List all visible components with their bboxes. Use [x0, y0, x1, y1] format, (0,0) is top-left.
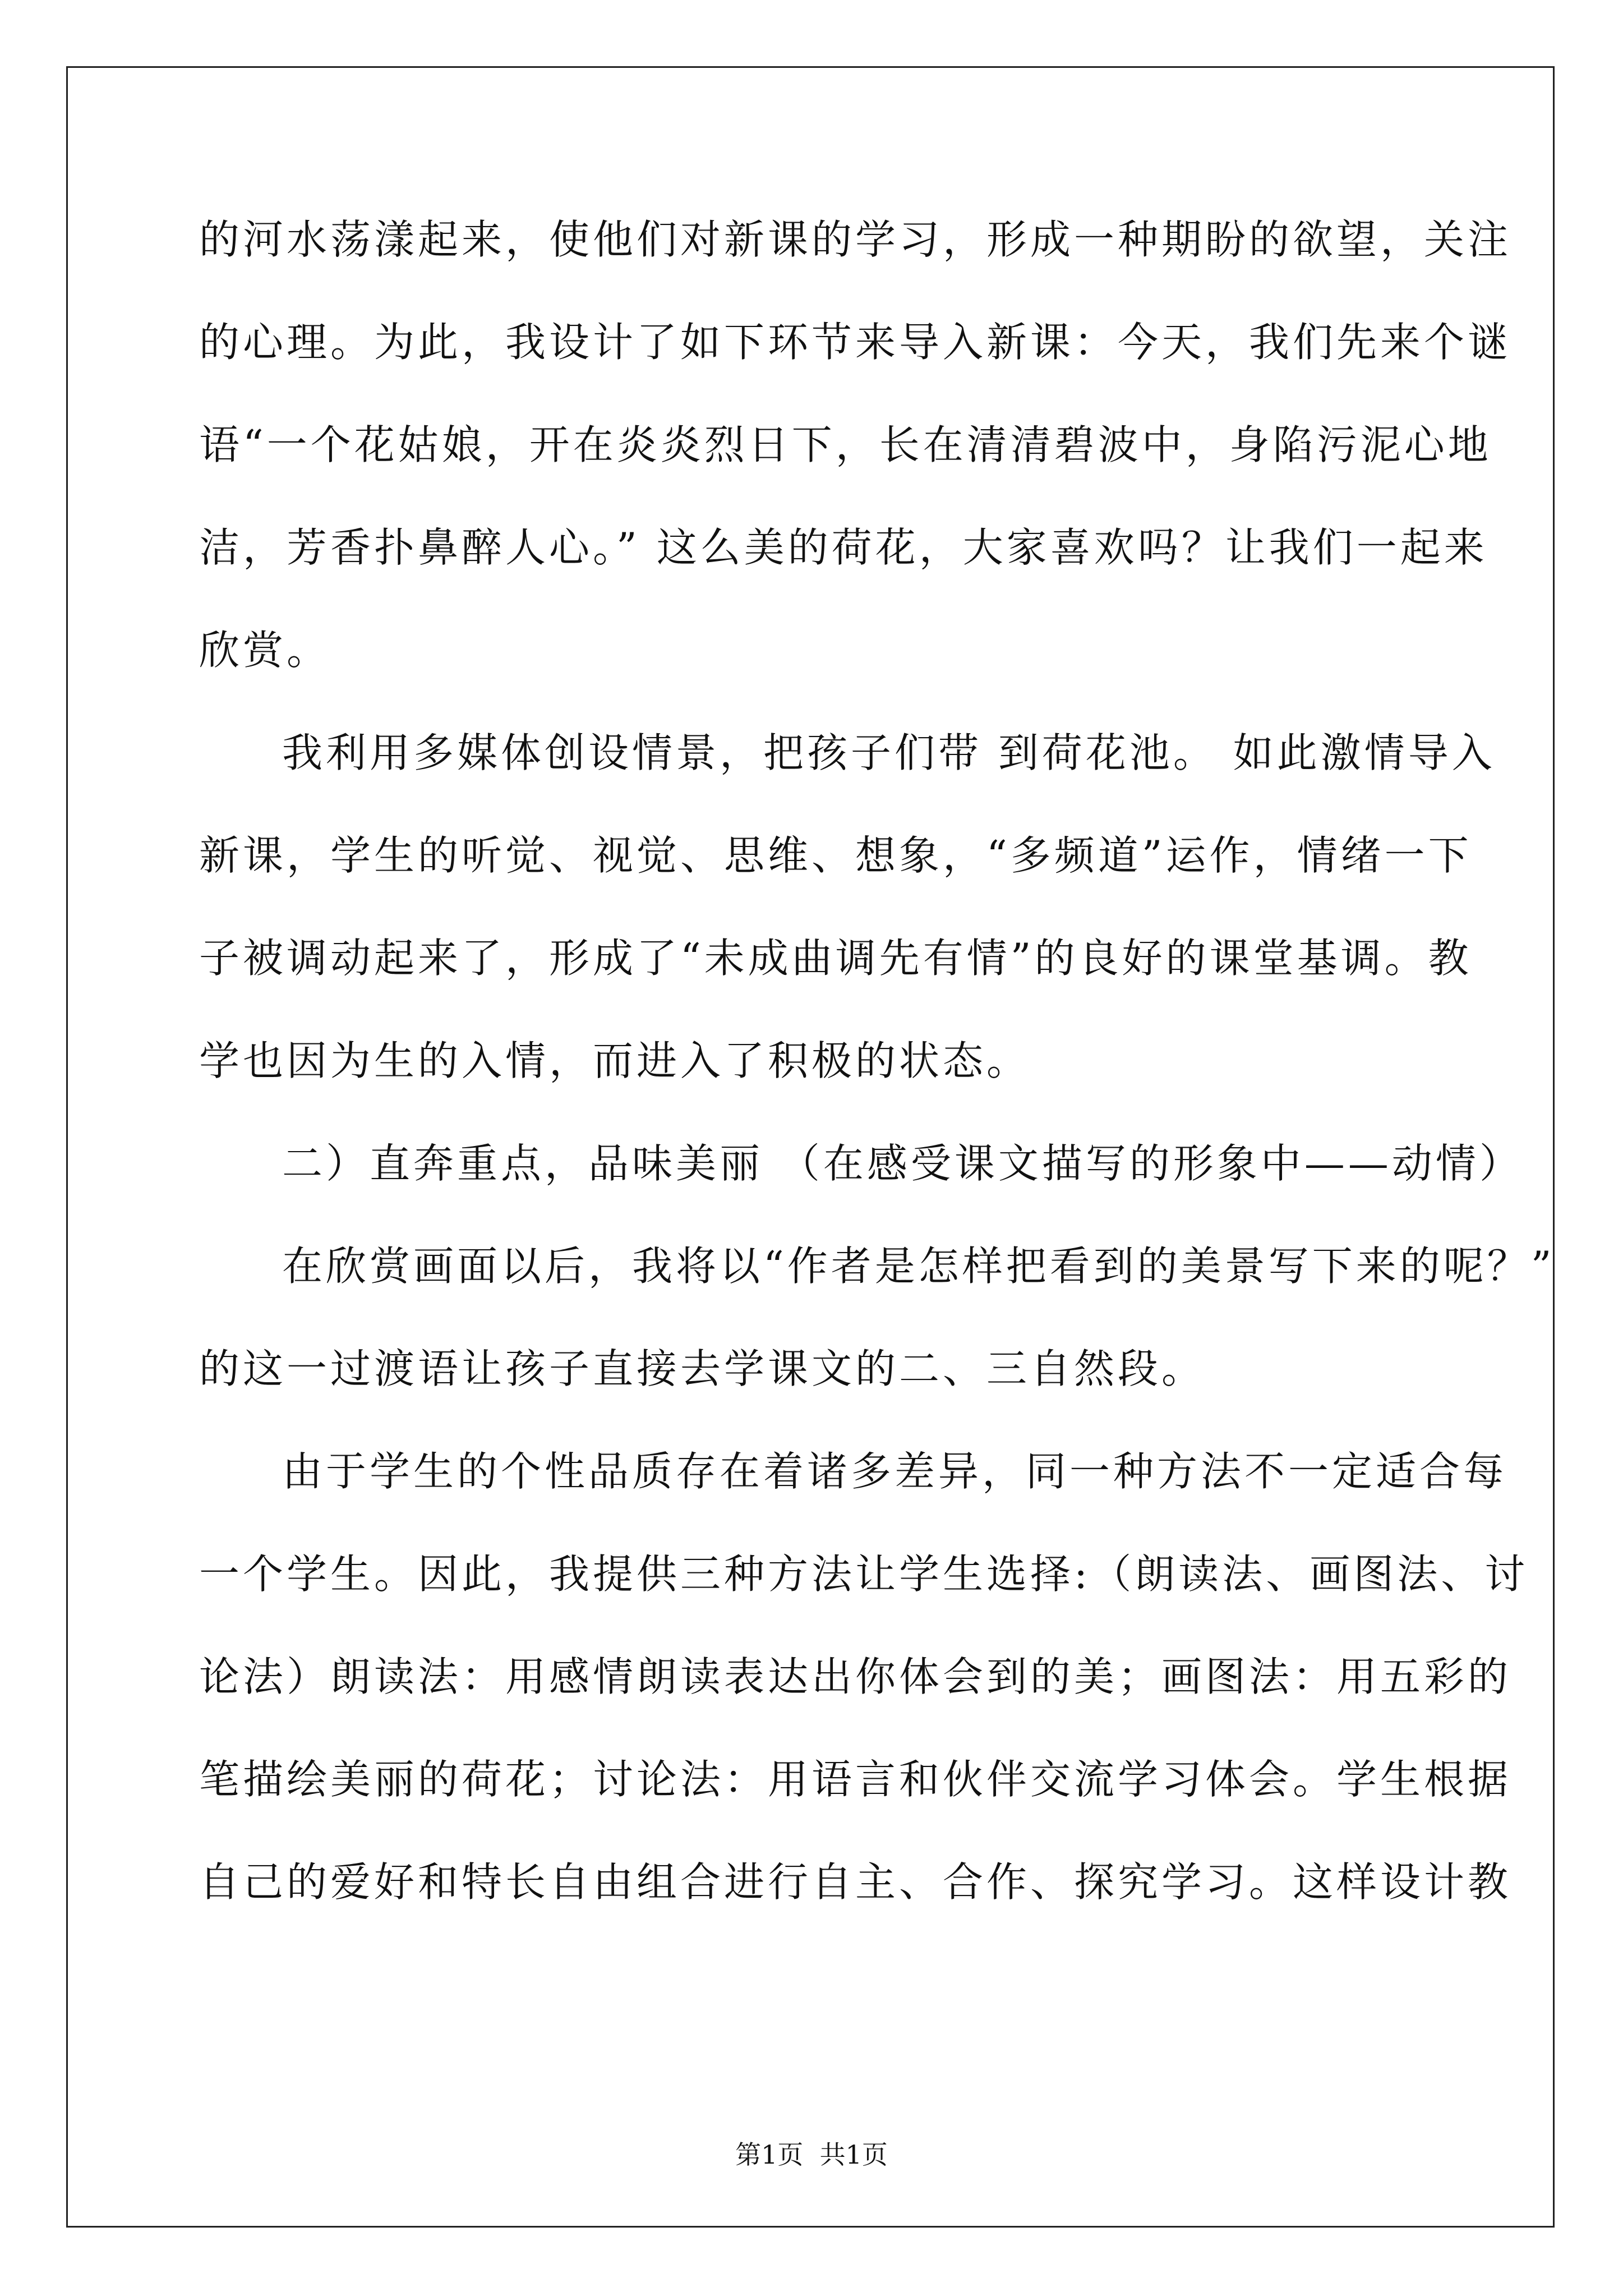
- text-line-15: 论法）朗读法：用感情朗读表达出你体会到的美；画图法：用五彩的: [199, 1653, 1512, 1700]
- text-line-14: 一个学生。因此，我提供三种方法让学生选择:（朗读法、画图法、讨: [199, 1550, 1529, 1598]
- text-line-11: 在欣赏画面以后，我将以“作者是怎样把看到的美景写下来的呢？”: [282, 1243, 1555, 1290]
- text-line-7: 新课，学生的听觉、视觉、思维、想象，“多频道”运作，情绪一下: [199, 832, 1472, 879]
- text-line-9: 学也因为生的入情，而进入了积极的状态。: [199, 1037, 1031, 1084]
- text-line-6: 我利用多媒体创设情景，把孩子们带 到荷花池。 如此激情导入: [282, 729, 1496, 776]
- text-line-1: 的河水荡漾起来，使他们对新课的学习，形成一种期盼的欲望，关注: [199, 216, 1512, 263]
- text-line-10: 二）直奔重点，品味美丽 （在感受课文描写的形象中——动情）: [282, 1140, 1523, 1187]
- text-line-4: 洁，芳香扑鼻醉人心。” 这么美的荷花，大家喜欢吗？让我们一起来: [199, 524, 1488, 571]
- text-line-5: 欣赏。: [199, 627, 331, 674]
- text-line-2: 的心理。为此，我设计了如下环节来导入新课：今天，我们先来个谜: [199, 319, 1512, 366]
- text-line-13: 由于学生的个性品质存在着诸多差异，同一种方法不一定适合每: [282, 1448, 1507, 1495]
- page-number-footer: 第1页 共1页: [735, 2139, 888, 2170]
- text-line-16: 笔描绘美丽的荷花；讨论法：用语言和伙伴交流学习体会。学生根据: [199, 1756, 1512, 1803]
- text-line-17: 自己的爱好和特长自由组合进行自主、合作、探究学习。这样设计教: [199, 1858, 1512, 1906]
- text-line-12: 的这一过渡语让孩子直接去学课文的二、三自然段。: [199, 1345, 1206, 1392]
- text-line-8: 子被调动起来了，形成了“未成曲调先有情”的良好的课堂基调。教: [199, 935, 1472, 982]
- text-line-3: 语“一个花姑娘，开在炎炎烈日下，长在清清碧波中，身陷污泥心地: [199, 421, 1492, 468]
